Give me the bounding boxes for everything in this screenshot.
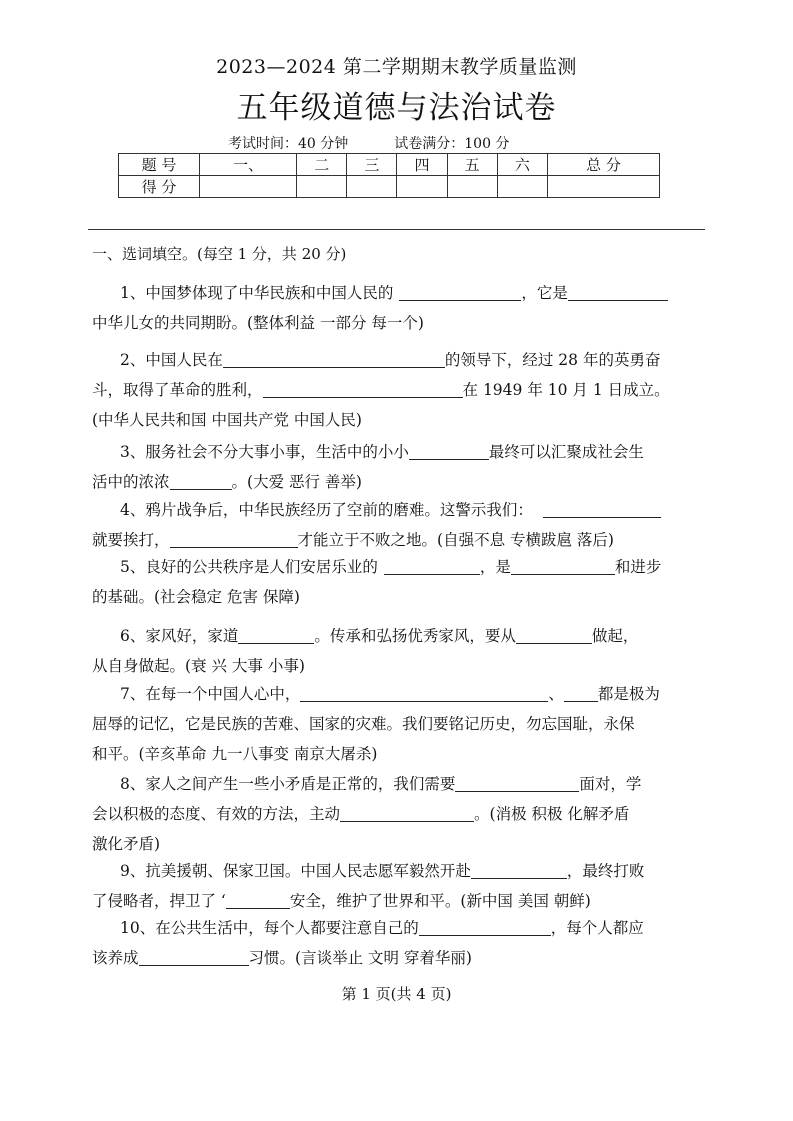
page-number: 第 1 页(共 4 页)	[341, 985, 452, 1003]
section-heading: 一、选词填空。(每空 1 分，共 20 分)	[92, 245, 347, 263]
full-score: 试卷满分：100 分	[394, 136, 510, 152]
answer-blank[interactable]	[226, 890, 290, 909]
answer-blank[interactable]	[409, 441, 489, 460]
answer-blank[interactable]	[543, 499, 661, 518]
score-cell	[347, 176, 397, 198]
question-5: 5、良好的公共秩序是人们安居乐业的 ，是 和进步 的基础。(社会稳定 危害 保障)	[92, 558, 662, 606]
cell-section-2: 二	[297, 154, 347, 176]
answer-blank[interactable]	[511, 556, 615, 575]
score-table-header-row	[119, 154, 660, 176]
answer-blank[interactable]	[399, 282, 521, 301]
score-cell	[297, 176, 347, 198]
cell-section-3: 三	[347, 154, 397, 176]
score-cell	[397, 176, 447, 198]
cell-section-5: 五	[447, 154, 497, 176]
answer-blank[interactable]	[471, 860, 567, 879]
score-table	[118, 153, 660, 198]
question-8: 8、家人之间产生一些小矛盾是正常的，我们需要 面对，学 会以积极的态度、有效的方法，主动 。(消极 积极 化解矛盾 激化矛盾)	[92, 775, 642, 853]
score-cell	[200, 176, 297, 198]
question-10: 10、在公共生活中，每个人都要注意自己的 ，每个人都应 该养成 习惯。(言谈举止 文明 穿着华丽)	[92, 919, 644, 967]
answer-blank[interactable]	[170, 529, 298, 548]
cell-question-number-label: 题 号	[119, 154, 200, 176]
cell-section-4: 四	[397, 154, 447, 176]
score-cell	[547, 176, 659, 198]
question-6: 6、家风好，家道 。传承和弘扬优秀家风，要从 做起， 从自身做起。(衰 兴 大事 小事)	[92, 627, 639, 675]
exam-time: 考试时间：40 分钟	[228, 136, 349, 152]
divider-line	[88, 229, 705, 230]
answer-blank[interactable]	[568, 282, 668, 301]
answer-blank[interactable]	[263, 379, 463, 398]
answer-blank[interactable]	[455, 773, 579, 792]
question-2: 2、中国人民在 的领导下，经过 28 年的英勇奋 斗，取得了革命的胜利， 在 1949 年 10 月 1 日成立。 (中华人民共和国 中国共产党 中国人民)	[92, 351, 670, 429]
answer-blank[interactable]	[340, 803, 474, 822]
cell-score-label: 得 分	[119, 176, 200, 198]
exam-info	[228, 133, 509, 153]
score-table-score-row	[119, 176, 660, 198]
question-4: 4、鸦片战争后，中华民族经历了空前的磨难。这警示我们： 就要挨打， 才能立于不败之地。(自强不息 专横跋扈 落后)	[92, 495, 705, 555]
question-3: 3、服务社会不分大事小事，生活中的小小 最终可以汇聚成社会生 活中的浓浓 。(大爱 恶行 善举)	[92, 443, 644, 491]
answer-blank[interactable]	[300, 683, 548, 702]
score-cell	[447, 176, 497, 198]
exam-subtitle: 2023—2024 第二学期期末教学质量监测	[216, 56, 577, 78]
question-1: 1、中国梦体现了中华民族和中国人民的 ，它是 中华儿女的共同期盼。(整体利益 一部分 每一个)	[92, 278, 705, 338]
question-9: 9、抗美援朝、保家卫国。中国人民志愿军毅然开赴 ，最终打败 了侵略者，捍卫了 ‘ 安全，维护了世界和平。(新中国 美国 朝鲜)	[92, 862, 645, 910]
question-7: 7、在每一个中国人心中， 、 都是极为 屈辱的记忆，它是民族的苦难、国家的灾难。我们要铭记历史，勿忘国耻，永保 和平。(辛亥革命 九一八事变 南京大屠杀)	[92, 685, 660, 763]
answer-blank[interactable]	[170, 471, 232, 490]
cell-section-1: 一、	[200, 154, 297, 176]
answer-blank[interactable]	[139, 947, 249, 966]
score-cell	[497, 176, 547, 198]
answer-blank[interactable]	[564, 683, 598, 702]
answer-blank[interactable]	[419, 917, 551, 936]
answer-blank[interactable]	[238, 625, 314, 644]
answer-blank[interactable]	[384, 556, 480, 575]
answer-blank[interactable]	[223, 349, 445, 368]
cell-section-6: 六	[497, 154, 547, 176]
exam-title: 五年级道德与法治试卷	[236, 90, 557, 126]
answer-blank[interactable]	[516, 625, 592, 644]
cell-total: 总 分	[547, 154, 659, 176]
